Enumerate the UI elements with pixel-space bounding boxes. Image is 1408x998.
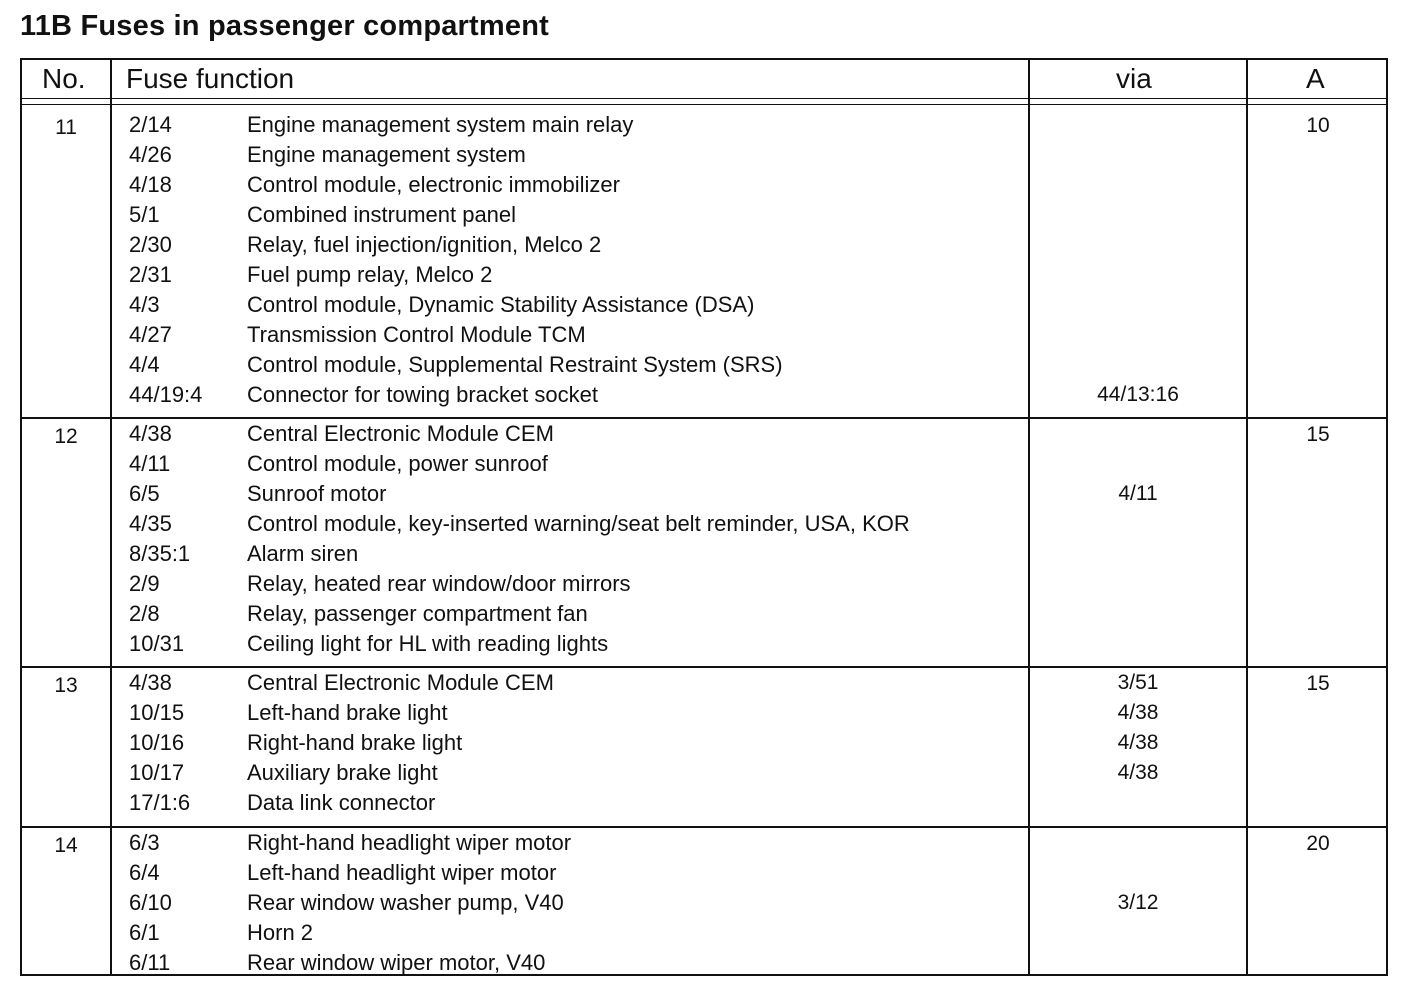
table-row [22, 948, 1386, 978]
fuse-group [22, 666, 1386, 826]
fuse-function-text: Right-hand headlight wiper motor [247, 830, 572, 855]
fuse-function-text: Auxiliary brake light [247, 760, 438, 785]
header-no: No. [42, 63, 86, 94]
fuse-amperage: 20 [1306, 832, 1330, 855]
table-row [22, 449, 1386, 479]
fuse-function-text: Control module, power sunroof [247, 451, 548, 476]
table-row [22, 698, 1386, 728]
fuse-function-text: Connector for towing bracket socket [247, 382, 598, 407]
component-code: 2/8 [129, 601, 160, 626]
table-row [22, 170, 1386, 200]
component-code: 10/31 [129, 631, 185, 656]
fuse-function-text: Left-hand headlight wiper motor [247, 860, 557, 885]
component-code: 4/11 [129, 451, 171, 476]
component-code: 8/35:1 [129, 541, 191, 566]
via-value: 44/13:16 [1097, 383, 1179, 406]
table-row [22, 380, 1386, 410]
table-row [22, 758, 1386, 788]
fuse-function-text: Rear window wiper motor, V40 [247, 950, 546, 975]
table-row [22, 599, 1386, 629]
via-value: 3/12 [1117, 891, 1159, 914]
component-code: 6/10 [129, 890, 172, 915]
fuse-function-text: Central Electronic Module CEM [247, 421, 554, 446]
component-code: 4/4 [129, 352, 160, 377]
fuse-function-text: Horn 2 [247, 920, 314, 945]
fuse-function-text: Sunroof motor [247, 481, 387, 506]
fuse-number: 12 [54, 425, 78, 448]
table-row [22, 230, 1386, 260]
fuse-function-text: Data link connector [247, 790, 436, 815]
via-value: 3/51 [1117, 671, 1159, 694]
fuse-group [22, 417, 1386, 666]
fuse-function-text: Engine management system [247, 142, 526, 167]
component-code: 17/1:6 [129, 790, 191, 815]
component-code: 10/16 [129, 730, 185, 755]
fuse-table [20, 58, 1388, 976]
fuse-number: 14 [54, 834, 78, 857]
table-row [22, 539, 1386, 569]
fuse-function-text: Transmission Control Module TCM [247, 322, 586, 347]
table-row [22, 918, 1386, 948]
component-code: 10/17 [129, 760, 185, 785]
table-row [22, 509, 1386, 539]
fuse-number: 11 [55, 116, 77, 139]
component-code: 2/30 [129, 232, 172, 257]
component-code: 4/3 [129, 292, 160, 317]
component-code: 2/9 [129, 571, 160, 596]
table-row [22, 668, 1386, 698]
fuse-function-text: Control module, electronic immobilizer [247, 172, 620, 197]
header-amp: A [1306, 63, 1325, 94]
fuse-group [22, 826, 1386, 978]
table-row [22, 788, 1386, 818]
header-via: via [1116, 63, 1152, 94]
fuse-function-text: Central Electronic Module CEM [247, 670, 554, 695]
header-rule-bottom [22, 104, 1386, 105]
fuse-function-text: Relay, fuel injection/ignition, Melco 2 [247, 232, 602, 257]
fuse-function-text: Alarm siren [247, 541, 359, 566]
component-code: 2/14 [129, 112, 172, 137]
component-code: 6/11 [129, 950, 171, 975]
component-code: 4/38 [129, 670, 172, 695]
table-row [22, 569, 1386, 599]
component-code: 6/1 [129, 920, 160, 945]
fuse-function-text: Combined instrument panel [247, 202, 517, 227]
fuse-amperage: 15 [1306, 423, 1330, 446]
table-row [22, 110, 1386, 140]
component-code: 10/15 [129, 700, 185, 725]
component-code: 2/31 [129, 262, 172, 287]
fuse-function-text: Fuel pump relay, Melco 2 [247, 262, 493, 287]
fuse-function-text: Control module, Supplemental Restraint System (SRS) [247, 352, 783, 377]
component-code: 44/19:4 [129, 382, 203, 407]
fuse-function-text: Relay, passenger compartment fan [247, 601, 588, 626]
header-fuse-function: Fuse function [126, 63, 295, 94]
table-row [22, 419, 1386, 449]
page-title: 11B Fuses in passenger compartment [20, 10, 549, 42]
table-row [22, 728, 1386, 758]
via-value: 4/11 [1118, 482, 1158, 505]
table-row [22, 200, 1386, 230]
fuse-amperage: 15 [1306, 672, 1330, 695]
table-row [22, 858, 1386, 888]
component-code: 4/35 [129, 511, 172, 536]
fuse-function-text: Relay, heated rear window/door mirrors [247, 571, 631, 596]
table-header [22, 60, 1386, 100]
table-row [22, 350, 1386, 380]
fuse-function-text: Control module, Dynamic Stability Assistance (DSA) [247, 292, 755, 317]
fuse-function-text: Engine management system main relay [247, 112, 634, 137]
fuse-function-text: Left-hand brake light [247, 700, 448, 725]
fuse-function-text: Ceiling light for HL with reading lights [247, 631, 609, 656]
fuse-amperage: 10 [1306, 114, 1330, 137]
table-row [22, 260, 1386, 290]
component-code: 4/18 [129, 172, 172, 197]
table-row [22, 479, 1386, 509]
table-row [22, 888, 1386, 918]
table-row [22, 320, 1386, 350]
fuse-function-text: Right-hand brake light [247, 730, 463, 755]
fuse-function-text: Control module, key-inserted warning/seat belt reminder, USA, KOR [247, 511, 910, 536]
table-row [22, 629, 1386, 659]
table-row [22, 828, 1386, 858]
component-code: 5/1 [129, 202, 160, 227]
component-code: 6/3 [129, 830, 160, 855]
table-row [22, 290, 1386, 320]
table-row [22, 140, 1386, 170]
component-code: 6/4 [129, 860, 160, 885]
via-value: 4/38 [1117, 731, 1159, 754]
header-rule-top [22, 98, 1386, 99]
via-value: 4/38 [1117, 761, 1159, 784]
fuse-number: 13 [54, 674, 78, 697]
fuse-group [22, 108, 1386, 417]
via-value: 4/38 [1117, 701, 1159, 724]
component-code: 6/5 [129, 481, 160, 506]
fuse-function-text: Rear window washer pump, V40 [247, 890, 564, 915]
component-code: 4/38 [129, 421, 172, 446]
component-code: 4/27 [129, 322, 172, 347]
component-code: 4/26 [129, 142, 172, 167]
